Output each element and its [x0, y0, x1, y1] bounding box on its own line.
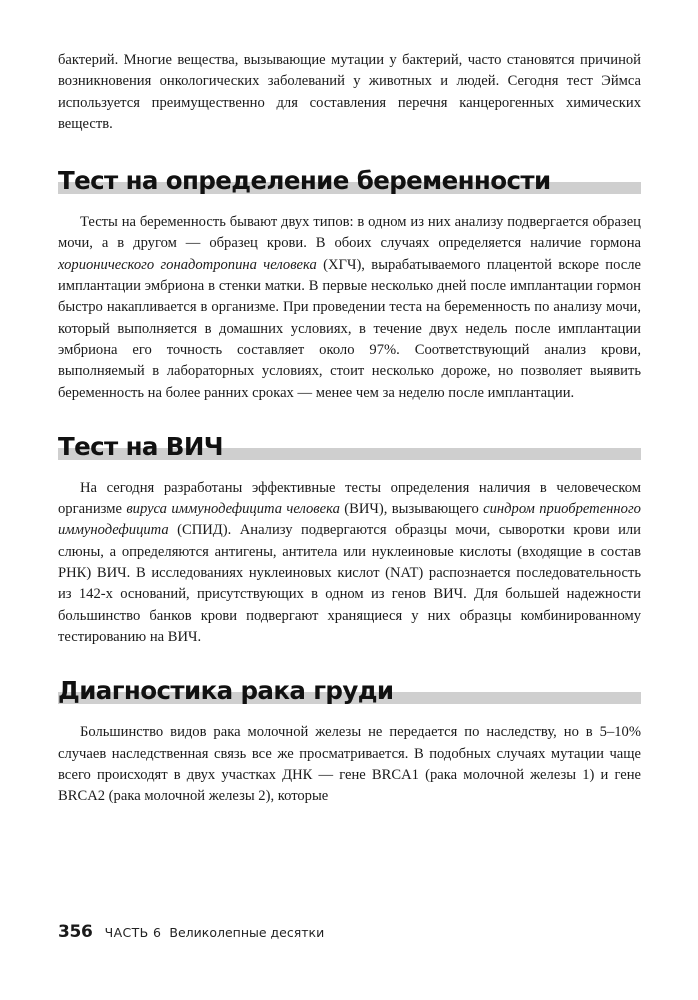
heading-text: Диагностика рака груди [58, 676, 394, 706]
hiv-paragraph [58, 478, 641, 648]
breast-cancer-paragraph [58, 722, 641, 807]
heading-text: Тест на ВИЧ [58, 431, 223, 461]
text-span: На сегодня разработаны эффективные тесты определения наличия в человеческом организме [58, 479, 641, 518]
chapter-title: Великолепные десятки [169, 925, 325, 940]
text-span: (ХГЧ), вырабатываемого плацентой вскоре после имплантации эмбриона в стенки матки. В первые несколько дней после имплантации гормон быстро накапливается в организме. При проведении теста на беременность по анализу мочи, который выполняется в домашних условиях, в течение двух недель после имплантации эмбриона его точность составляет около 97%. Соответствующий анализ крови, выполняемый в лабораторных условиях, стоит несколько дороже, но позволяет выявить беременность на более ранних сроках — менее чем за неделю после имплантации. [58, 256, 641, 401]
heading-hiv-test [58, 432, 641, 462]
intro-paragraph: бактерий. Многие вещества, вызывающие мутации у бактерий, часто становятся причиной возникновения онкологических заболеваний у животных и людей. Сегодня тест Эймса используется преимущественно для составления перечня канцерогенных химических веществ. [58, 52, 641, 132]
text-column [58, 50, 641, 807]
text-span: Тесты на беременность бывают двух типов: в одном из них анализу подвергается образец мочи, а в другом — образец крови. В обоих случаях определяется наличие гормона [58, 214, 641, 252]
text-span: (СПИД). Анализу подвергаются образцы мочи, сыворотки крови или слюны, а определяются антигены, антитела или нуклеиновые кислоты (входящие в состав РНК) ВИЧ. В исследованиях нуклеиновых кислот (NAT) распознается последовательность из 142-х оснований, присутствующих в одном из генов ВИЧ. Для большей надежности большинство банков крови подвергают хранящиеся у них образцы комбинированному тестированию на ВИЧ. [58, 522, 641, 645]
italic-term: синдром приобретенного иммунодефицита [58, 501, 641, 539]
text-span: Большинство видов рака молочной железы не передается по наследству, но в 5–10% случаев наследственная связь все же просматривается. В подобных случаях мутации чаще всего происходят в двух участках ДНК — гене BRCA1 (рака молочной железы 1) и гене BRCA2 (рака молочной железы 2), которые [58, 724, 641, 805]
text-span: (ВИЧ), вызывающего [339, 501, 484, 518]
heading-breast-cancer [58, 676, 641, 706]
heading-text: Тест на определение беременности [58, 166, 551, 196]
part-label: ЧАСТЬ 6 [104, 925, 162, 940]
italic-term: вируса иммунодефицита человека [126, 501, 340, 518]
page-footer [58, 922, 641, 942]
pregnancy-paragraph [58, 212, 641, 404]
heading-pregnancy-test [58, 166, 641, 196]
page-number: 356 [58, 922, 93, 942]
italic-term: хорионического гонадотропина человека [58, 256, 317, 273]
